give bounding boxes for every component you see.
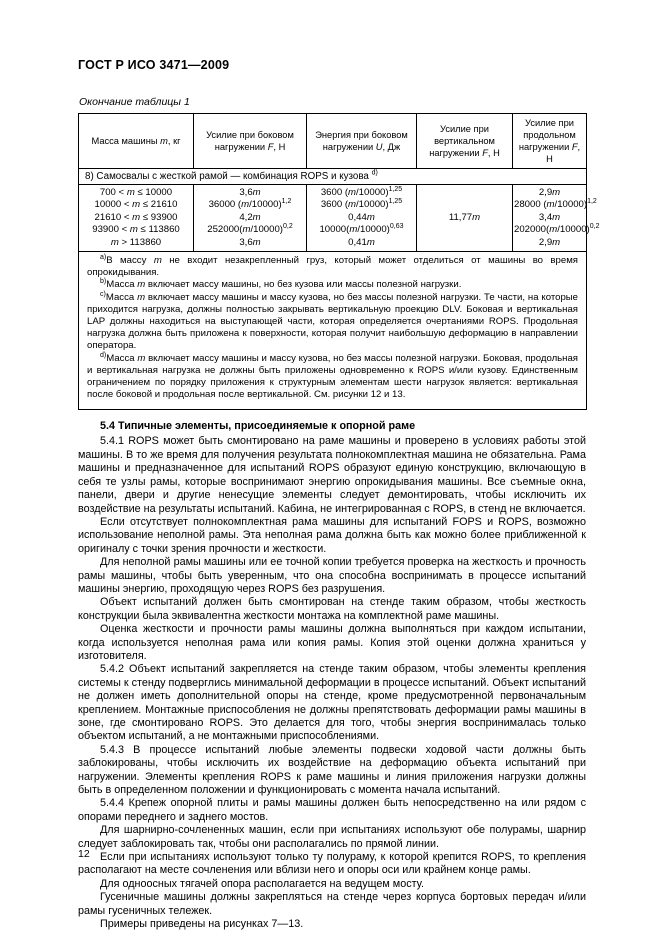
body-text <box>78 435 586 931</box>
longitudinal-force-cell: 2,9m 28000 $(m/10000)^{1,2}$ 3,4m $202000(m/10000)^{0,2}$ 2,9m <box>513 185 587 252</box>
column-header: Усилие при вертикальном нагружении F, Н <box>417 114 513 169</box>
table-header-row <box>79 114 587 169</box>
paragraph: Объект испытаний должен быть смонтирован на стенде таким образом, чтобы жесткость конструкции была эквивалентна жесткости монтажа на комплектной раме машины. <box>78 596 586 622</box>
page-number: 12 <box>78 848 90 860</box>
table-caption: Окончание таблицы 1 <box>79 96 190 108</box>
paragraph: Если отсутствует полнокомплектная рама машины для испытаний FOPS и ROPS, возможно использование неполной рамы. Эта неполная рама должна быть как можно более приближенной к оригиналу с точки зрения прочности и жесткости. <box>78 515 586 555</box>
paragraph: 5.4.2 Объект испытаний закрепляется на стенде таким образом, чтобы элементы крепления системы к стенду подверглись минимальной деформации в процессе испытаний. Объект испытаний не должен иметь дополнительной опоры на стенде, кроме предусмотренной первоначальным креплением. Монтажные приспособления не должны препятствовать деформации рамы машины в зоне, где смонтировано ROPS. Это делается для того, чтобы энергия воспринималась только объектом испытаний, а не монтажными приспособлениями. <box>78 663 586 743</box>
mass-cell: 700 < m ≤ 10000 10000 < m ≤ 21610 21610 < m ≤ 93900 93900 < m ≤ 113860 m > 113860 <box>79 185 194 252</box>
column-header: Усилие при продольном нагружении F, Н <box>513 114 587 169</box>
lateral-energy-cell: 3600 $(m/10000)^{1,25}$ 3600 $(m/10000)^{1,25}$ 0,44m $10000(m/10000)^{0,63}$ 0,41m <box>307 185 417 252</box>
section-heading: 5.4 Типичные элементы, присоединяемые к опорной раме <box>100 420 416 433</box>
paragraph: Для неполной рамы машины или ее точной копии требуется проверка на жесткость и прочность рамы машины, чтобы быть уверенным, что она способна воспринимать в процессе испытаний машины энергию, проходящую через ROPS без разрушения. <box>78 556 586 595</box>
paragraph: Гусеничные машины должны закрепляться на стенде через корпуса бортовых передач и/или рамы гусеничных тележек. <box>78 891 586 917</box>
vertical-force-cell: 11,77m <box>417 185 513 252</box>
column-header: Энергия при боковом нагружении U, Дж <box>307 114 417 169</box>
doc-header: ГОСТ Р ИСО 3471—2009 <box>78 58 230 72</box>
paragraph: 5.4.4 Крепеж опорной плиты и рамы машины должен быть непосредственно на или рядом с опорами переднего и заднего мостов. <box>78 797 586 823</box>
footnote: $^{b)}$Масса m включает массу машины, но без кузова или массы полезной нагрузки. <box>100 278 462 291</box>
paragraph: Для шарнирно-сочлененных машин, если при испытаниях используют обе полурамы, шарнир следует заблокировать так, чтобы они располагались по прямой линии. <box>78 824 586 850</box>
column-header: Масса машины m, кг <box>79 114 194 169</box>
footnote: $^{c)}$Масса m включает массу машины и массу кузова, но без массы полезной нагрузки. Те части, на которые приходится нагрузка, должны полностью закрывать вертикальную проекцию DLV. Боковая и вертикальная LAP должны находиться на выступающей части, которая определяется очертаниями ROPS. Продольная нагрузка должна быть приложена к поверхности, которая получит наибольшую деформацию в направлении оператора. <box>87 290 579 352</box>
paragraph: Для одноосных тягачей опора располагается на ведущем мосту. <box>100 877 424 890</box>
lateral-force-cell: 3,6m 36000 $(m/10000)^{1,2}$ 4,2m $252000(m/10000)^{0,2}$ 3,6m <box>194 185 307 252</box>
column-header: Усилие при боковом нагружении F, Н <box>194 114 307 169</box>
footnote: $^{a)}$В массу m не входит незакрепленный груз, который может отделиться от машины во время опрокидывания. <box>87 253 578 279</box>
table-group-row: 8) Самосвалы с жесткой рамой — комбинация ROPS и кузова $^{d)}$ <box>79 169 587 185</box>
paragraph: 5.4.1 ROPS может быть смонтировано на раме машины и проверено в условиях работы этой машины. В то же время для получения результата полнокомплектная машина не обязательна. Рама машины и предназначенное для испытаний ROPS образуют единую конструкцию, включающую в себя те узлы рамы, которые воспринимают энергию опрокидывания машины. Все съемные окна, панели, двери и другие ненесущие элементы следует демонтировать, чтобы исключить их воздействие на результаты испытаний. Кабина, не интегрированная с ROPS, в стенд не включается. <box>78 435 586 515</box>
footnote: $^{d)}$Масса m включает массу машины и массу кузова, но без массы полезной нагрузки. Боковая, продольная и вертикальная нагрузка не должны быть приложены одновременно к ROPS и/или кузову. Единственным ограничением по порядку приложения к структурным элементам шести нагрузок является: вертикальная после боковой и продольная после вертикальной. См. рисунки 12 и 13. <box>87 351 579 401</box>
paragraph: Примеры приведены на рисунках 7—13. <box>100 918 304 931</box>
table-data-row <box>79 185 587 252</box>
paragraph: 5.4.3 В процессе испытаний любые элементы подвески ходовой части должны быть заблокированы, чтобы исключить их воздействие на деформацию объекта испытаний при нагружении. Элементы крепления ROPS к раме машины и линия приложения нагрузки должны быть в определенном положении и функционировать с момента начала испытаний. <box>78 743 586 797</box>
paragraph: Если при испытаниях используют только ту полураму, к которой крепится ROPS, то крепления располагают на месте сочленения или вблизи него и опоры оси или крайнем конце рамы. <box>78 851 586 877</box>
table-footnotes <box>79 252 587 410</box>
results-table <box>78 113 600 410</box>
paragraph: Оценка жесткости и прочности рамы машины должна выполняться при каждом испытании, когда используется неполная рама или копия рамы. Копия этой оценки должна храниться у изготовителя. <box>78 623 586 662</box>
